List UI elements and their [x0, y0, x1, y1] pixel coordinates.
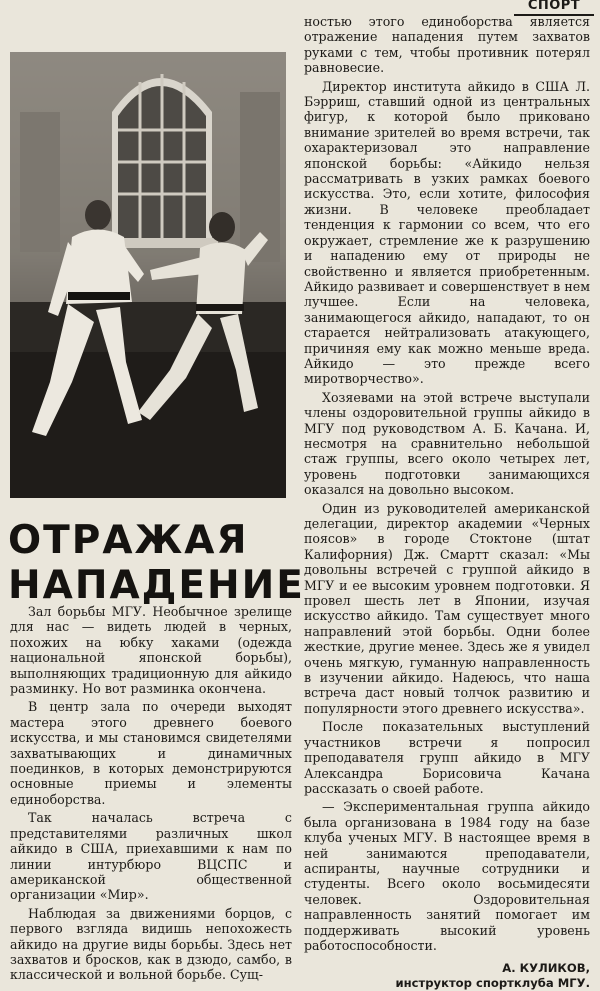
headline-line-2: НАПАДЕНИЕ [8, 563, 305, 608]
paragraph: ностью этого единоборства является отражение нападения путем захватов руками с тем, чтобы противник потерял равновесие. [304, 14, 590, 76]
right-text-column [304, 14, 590, 991]
sparring-photo-illustration [10, 52, 286, 498]
paragraph: Наблюдая за движениями борцов, с первого взгляда видишь непохожесть айкидо на другие виды борьбы. Здесь нет захватов и бросков, как в дзюдо, самбо, в классической и вольной борьбе. Сущ- [10, 905, 292, 983]
paragraph: — Экспериментальная группа айкидо была организована в 1984 году на базе клуба ученых МГУ. В настоящее время в ней занимаются преподаватели, аспиранты, научные сотрудники и студенты. Всего около восьмидесяти человек. Оздоровительная направленность занятий помогает им поддерживать высокий уровень работоспособности. [304, 799, 590, 953]
paragraph: Один из руководителей американской делегации, директор академии «Черных поясов» в городе Стоктоне (штат Калифорния) Дж. Смартт сказал: «Мы довольны встречей с группой айкидо в МГУ и ее высоким уровнем подготовки. Я провел шесть лет в Японии, изучая искусство айкидо. Там существует много направлений этой борьбы. Одни более жесткие, другие менее. Здесь же я увидел очень мягкую, гуманную направленность в изучении айкидо. Надеюсь, что наша встреча даст новый толчок развитию и популярности этого древнего искусства». [304, 500, 590, 716]
paragraph: Хозяевами на этой встрече выступали члены оздоровительной группы айкидо в МГУ под руководством А. Б. Качана. И, несмотря на сравнительно небольшой стаж группы, всего около четырех лет, уровень подготовки занимающихся оказался на довольно высоком. [304, 389, 590, 498]
paragraph: В центр зала по очереди выходят мастера этого древнего боевого искусства, и мы становимся свидетелями захватывающих и динамичных поединков, в которых демонстрируются основные приемы и элементы единоборства. [10, 699, 292, 807]
left-text-column [10, 604, 292, 986]
author-signature [304, 961, 590, 991]
paragraph: После показательных выступлений участников встречи я попросил преподавателя групп айкидо в МГУ Александра Борисовича Качана рассказать о своей работе. [304, 719, 590, 796]
author-name: А. КУЛИКОВ, [502, 961, 590, 976]
section-rubric: СПОРТ [514, 0, 594, 16]
aikido-photo [10, 52, 286, 498]
paragraph: Директор института айкидо в США Л. Бэрриш, ставший одной из центральных фигур, к которой было приковано внимание зрителей во время встречи, так охарактеризовал это направление японской борьбы: «Айкидо нельзя рассматривать в узких рамках боевого искусства. Это, если хотите, философия жизни. В человеке преобладает тенденция к гармонии со всем, что его окружает, стремление же к разрушению и нападению ему от природы не свойственно и является приобретенным. Айкидо развивает и совершенствует в нем лучшее. Если на человека, занимающегося айкидо, нападают, то он старается нейтрализовать атакующего, причиняя ему как можно меньше вреда. Айкидо — это прежде всего миротворчество». [304, 78, 590, 387]
article-headline [8, 518, 305, 608]
paragraph: Зал борьбы МГУ. Необычное зрелище для нас — видеть людей в черных, похожих на юбку хаками (одежда национальной японской борьбы), выполняющих традиционную для айкидо разминку. Но вот разминка окончена. [10, 604, 292, 697]
headline-line-1: ОТРАЖАЯ [8, 518, 249, 563]
author-title: инструктор спортклуба МГУ. [395, 976, 590, 991]
paragraph: Так началась встреча с представителями различных школ айкидо в США, приехавшими к нам по линии интурбюро ВЦСПС и американской общественной организации «Мир». [10, 810, 292, 903]
